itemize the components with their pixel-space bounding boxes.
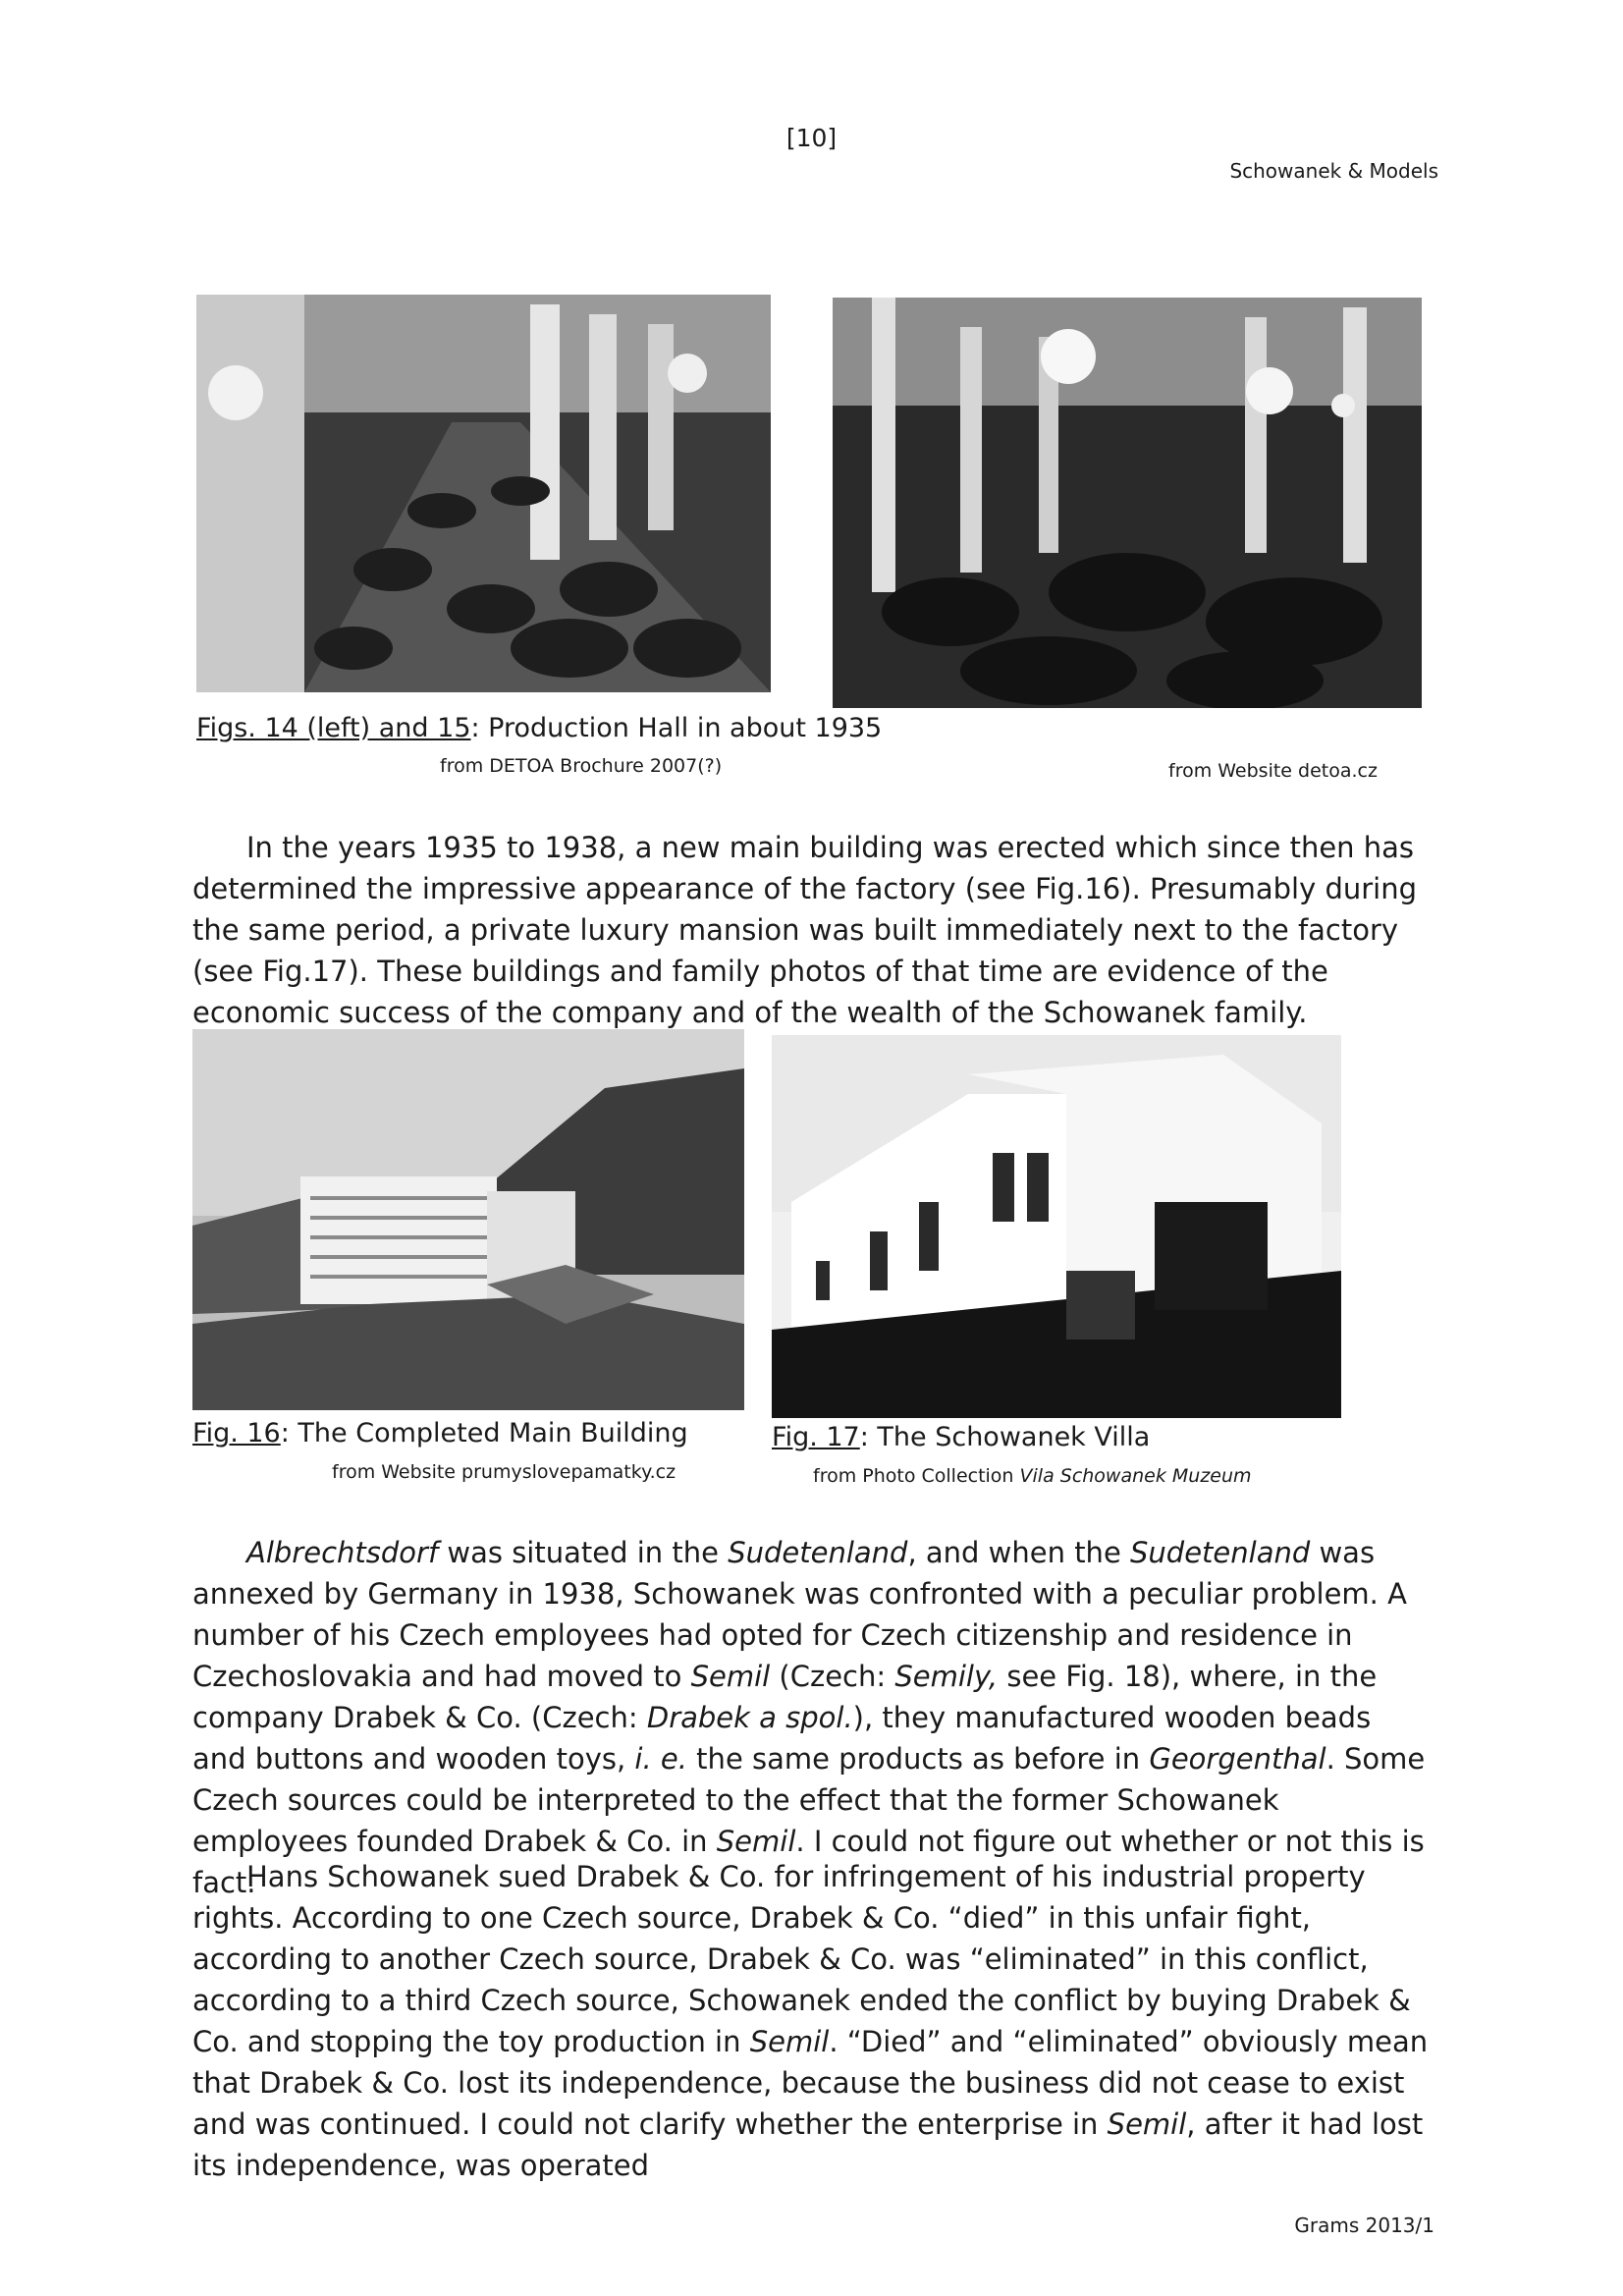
- p2-s7: Semil: [690, 1660, 771, 1693]
- p2-s11: Drabek a spol.: [646, 1701, 853, 1734]
- p2-s2: was situated in the: [438, 1536, 729, 1569]
- figure-17-source-prefix: from Photo Collection: [813, 1465, 1020, 1487]
- p3-s3: . “Died” and “eliminated” obviously mean that Drabek & Co. lost its independence, because the business did not cease to exist and was continued. I could not clarify whether the enterprise in: [192, 2025, 1429, 2141]
- footer-text: Grams 2013/1: [1294, 2214, 1434, 2237]
- p2-s1: Albrechtsdorf: [246, 1536, 439, 1569]
- figure-17-caption: [772, 1422, 1150, 1452]
- p3-s5: , after it had lost its independence, was operated: [192, 2107, 1424, 2182]
- paragraph-3: [192, 1856, 1432, 2186]
- figure-17-photo: [772, 1035, 1341, 1418]
- p2-s8: (Czech:: [770, 1660, 895, 1693]
- figure-14-photo: [196, 295, 771, 692]
- figure-14-15-caption-ref: Figs. 14 (left) and 15: [196, 713, 471, 743]
- p2-s3: Sudetenland: [728, 1536, 908, 1569]
- figure-14-source: from DETOA Brochure 2007(?): [440, 755, 723, 777]
- figure-16-source: from Website prumyslovepamatky.cz: [332, 1461, 676, 1483]
- figure-15-source: from Website detoa.cz: [1168, 760, 1378, 782]
- figure-17-source: [813, 1465, 1252, 1487]
- p2-s13: i. e.: [634, 1742, 687, 1776]
- page-number: [10]: [785, 124, 838, 152]
- figure-17-caption-text: : The Schowanek Villa: [859, 1422, 1151, 1452]
- figure-15-photo: [833, 298, 1422, 708]
- p3-s1: Hans Schowanek sued Drabek & Co. for infringement of his industrial property rights. According to one Czech source, Drabek & Co. “died” in this unfair fight, according to another Czech source, Drabek & Co. was “eliminated” in this conflict, according to a third Czech source, Schowanek ended the conflict by buying Drabek & Co. and stopping the toy production in: [192, 1860, 1411, 2058]
- p2-s15: Georgenthal: [1149, 1742, 1326, 1776]
- p2-s10: see Fig. 18), where, in the company Drabek & Co. (Czech:: [192, 1660, 1378, 1734]
- figure-17-caption-ref: Fig. 17: [772, 1422, 860, 1452]
- figure-17-source-italic: Vila Schowanek Muzeum: [1019, 1465, 1252, 1487]
- running-header: Schowanek & Models: [1229, 159, 1438, 183]
- p2-s14: the same products as before in: [686, 1742, 1150, 1776]
- figure-16-photo: [192, 1029, 744, 1410]
- p2-s16: . Some Czech sources could be interpreted to the effect that the former Schowanek employees founded Drabek & Co. in: [192, 1742, 1426, 1858]
- p2-s6: was annexed by Germany in 1938, Schowanek was confronted with a peculiar problem. A number of his Czech employees had opted for Czech citizenship and residence in Czechoslovakia and had moved to: [192, 1536, 1407, 1693]
- p2-s12: ), they manufactured wooden beads and buttons and wooden toys,: [192, 1701, 1372, 1776]
- paragraph-2: [192, 1532, 1432, 1903]
- figure-14-15-caption: [196, 713, 882, 743]
- figure-14-15-caption-text: : Production Hall in about 1935: [470, 713, 883, 743]
- p2-s18: . I could not figure out whether or not this is fact.: [192, 1825, 1425, 1899]
- figure-16-caption: [192, 1418, 688, 1449]
- paragraph-1: In the years 1935 to 1938, a new main building was erected which since then has determined the impressive appearance of the factory (see Fig.16). Presumably during the same period, a private luxury mansion was built immediately next to the factory (see Fig.17). These buildings and family photos of that time are evidence of the economic success of the company and of the wealth of the Schowanek family.: [192, 831, 1418, 1029]
- figure-16-caption-text: : The Completed Main Building: [280, 1418, 688, 1449]
- p2-s5: Sudetenland: [1130, 1536, 1311, 1569]
- p3-s4: Semil: [1107, 2107, 1187, 2141]
- p3-s2: Semil: [749, 2025, 830, 2058]
- p2-s9: Semily,: [894, 1660, 999, 1693]
- figure-16-caption-ref: Fig. 16: [192, 1418, 281, 1449]
- p2-s4: , and when the: [907, 1536, 1130, 1569]
- p2-s17: Semil: [716, 1825, 796, 1858]
